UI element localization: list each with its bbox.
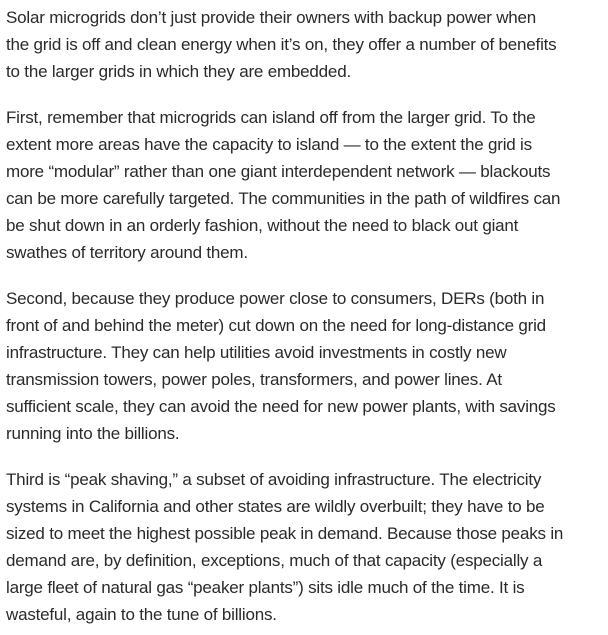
- text-line: First, remember that microgrids can island off from the larger grid. To the: [6, 108, 536, 127]
- text-line: extent more areas have the capacity to island — to the extent the grid is: [6, 135, 532, 154]
- paragraph-1: [6, 4, 608, 85]
- text-line: sufficient scale, they can avoid the need for new power plants, with savings: [6, 397, 556, 416]
- text-line: sized to meet the highest possible peak in demand. Because those peaks in: [6, 524, 564, 543]
- text-line: demand are, by definition, exceptions, much of that capacity (especially a: [6, 551, 543, 570]
- paragraph-3: [6, 285, 608, 447]
- paragraph-2: [6, 104, 608, 266]
- text-line: more “modular” rather than one giant interdependent network — blackouts: [6, 162, 551, 181]
- text-line: infrastructure. They can help utilities avoid investments in costly new: [6, 343, 507, 362]
- paragraph-4: [6, 466, 608, 628]
- text-line: can be more carefully targeted. The communities in the path of wildfires can: [6, 189, 561, 208]
- text-line: large fleet of natural gas “peaker plants”) sits idle much of the time. It is: [6, 578, 525, 597]
- text-line: be shut down in an orderly fashion, without the need to black out giant: [6, 216, 519, 235]
- text-line: Solar microgrids don’t just provide their owners with backup power when: [6, 8, 537, 27]
- text-line: the grid is off and clean energy when it’s on, they offer a number of benefits: [6, 35, 557, 54]
- text-line: wasteful, again to the tune of billions.: [6, 605, 277, 624]
- text-line: systems in California and other states are wildly overbuilt; they have to be: [6, 497, 545, 516]
- text-line: swathes of territory around them.: [6, 243, 248, 262]
- text-line: to the larger grids in which they are embedded.: [6, 62, 351, 81]
- text-line: transmission towers, power poles, transformers, and power lines. At: [6, 370, 502, 389]
- text-line: front of and behind the meter) cut down on the need for long-distance grid: [6, 316, 546, 335]
- text-line: Second, because they produce power close to consumers, DERs (both in: [6, 289, 545, 308]
- text-line: running into the billions.: [6, 424, 180, 443]
- text-line: Third is “peak shaving,” a subset of avoiding infrastructure. The electricity: [6, 470, 542, 489]
